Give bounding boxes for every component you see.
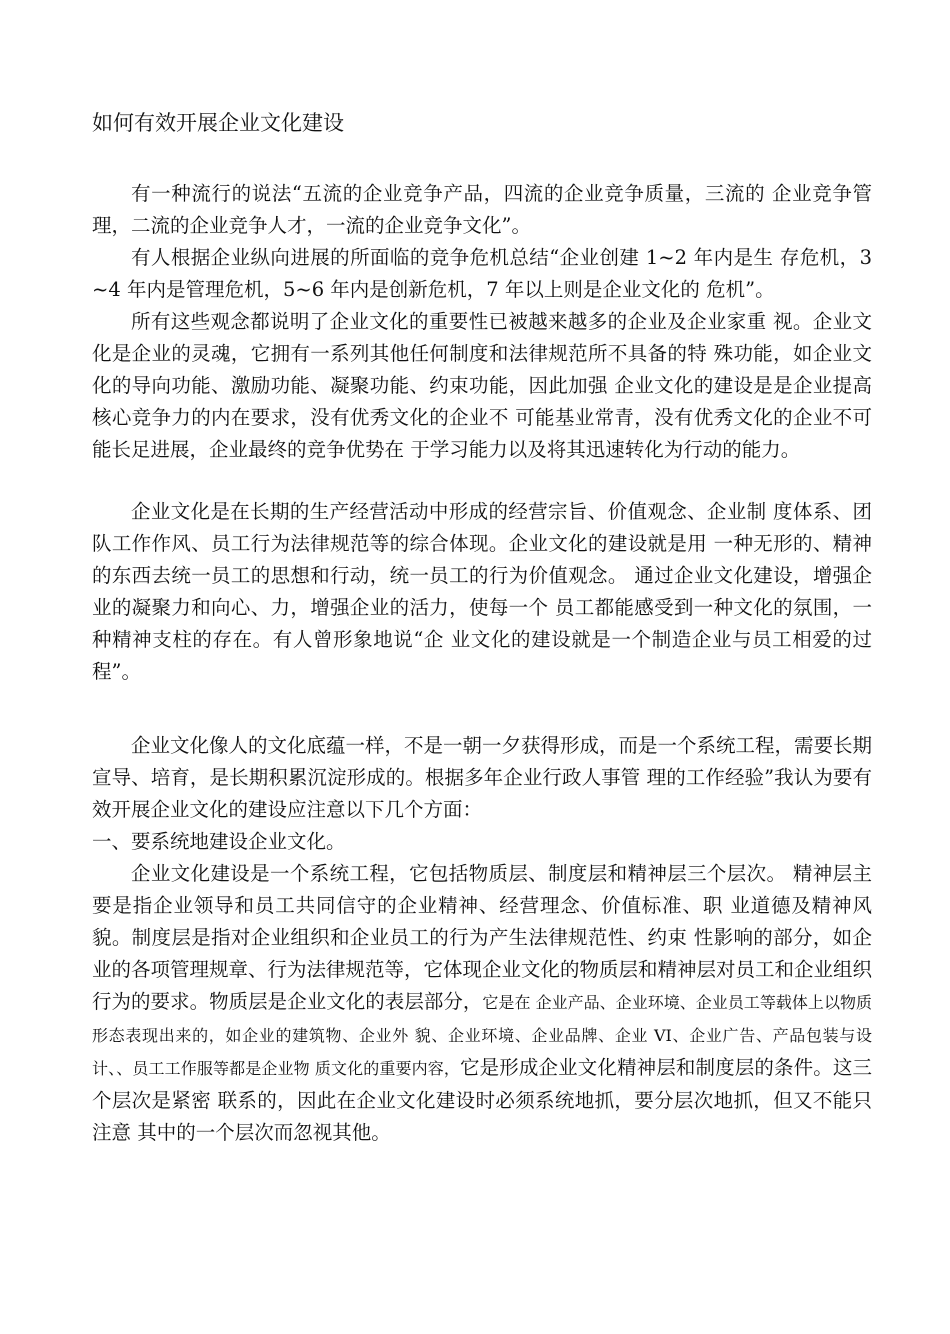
- paragraph-3: 所有这些观念都说明了企业文化的重要性已被越来越多的企业及企业家重 视。企业文化是企业的灵魂，它拥有一系列其他任何制度和法律规范所不具备的特 殊功能，如企业文化的导向功能、激励功能、凝聚功能、约束功能，因此加强 企业文化的建设是是企业提高核心竞争力的内在要求，没有优秀文化的企业不 可能基业常青，没有优秀文化的企业不可能长足进展，企业最终的竞争优势在 于学习能力以及将其迅速转化为行动的能力。: [92, 310, 872, 461]
- paragraph-5: 企业文化像人的文化底蕴一样，不是一朝一夕获得形成，而是一个系统工程，需要长期宣导、培育，是长期积累沉淀形成的。根据多年企业行政人事管 理的工作经验”我认为要有效开展企业文化的建设应注意以下几个方面：: [92, 734, 873, 821]
- section-heading: 一、要系统地建设企业文化。: [92, 830, 346, 853]
- paragraph-6-part-1: 企业文化建设是一个系统工程，它包括物质层、制度层和精神层三个层次。 精神层主要是指企业领导和员工共同信守的企业精神、经营理念、价值标准、职 业道德及精神风貌。制度层是指对企业组织和企业员工的行为产生法律规范性、约束 性影响的部分，如企业的各项管理规章、行为法律规范等，它体现企业文化的物质层和精神层对员工和企业组织行为的要求。物质层是企业文化的表层部分，: [92, 862, 873, 1013]
- document-title: 如何有效开展企业文化建设: [92, 111, 344, 135]
- paragraph-2: 有人根据企业纵向进展的所面临的竞争危机总结“企业创建 1~2 年内是生 存危机，3~4 年内是管理危机，5~6 年内是创新危机，7 年以上则是企业文化的 危机”。: [92, 246, 872, 301]
- paragraph-4: 企业文化是在长期的生产经营活动中形成的经营宗旨、价值观念、企业制 度体系、团队工作作风、员工行为法律规范等的综合体现。企业文化的建设就是用 一种无形的、精神的东西去统一员工的思想和行动，统一员工的行为价值观念。 通过企业文化建设，增强企业的凝聚力和向心、力，增强企业的活力，使每一个 员工都能感受到一种文化的氛围，一种精神支柱的存在。有人曾形象地说“企 业文化的建设就是一个制造企业与员工相爱的过程”。: [92, 500, 872, 683]
- paragraph-6: [92, 858, 872, 1149]
- paragraph-6-small-text: 它是在 企业产品、企业环境、企业员工等载体上以物质形态表现出来的，如企业的建筑物、企业外 貌、企业环境、企业品牌、企业 VI、企业广告、产品包装与设计、、员工工作服等都是企业物 质文化的重要内容，: [92, 993, 872, 1078]
- paragraph-6-part-2: 它是形成企业文化精神层和制度层的条件。这三个层次是紧密 联系的，因此在企业文化建设时必须系统地抓，要分层次地抓，但又不能只注意 其中的一个层次而忽视其他。: [92, 1056, 872, 1144]
- paragraph-1: 有一种流行的说法“五流的企业竞争产品，四流的企业竞争质量，三流的 企业竞争管理，二流的企业竞争人才，一流的企业竞争文化”。: [92, 182, 872, 237]
- document-page: [92, 108, 872, 1149]
